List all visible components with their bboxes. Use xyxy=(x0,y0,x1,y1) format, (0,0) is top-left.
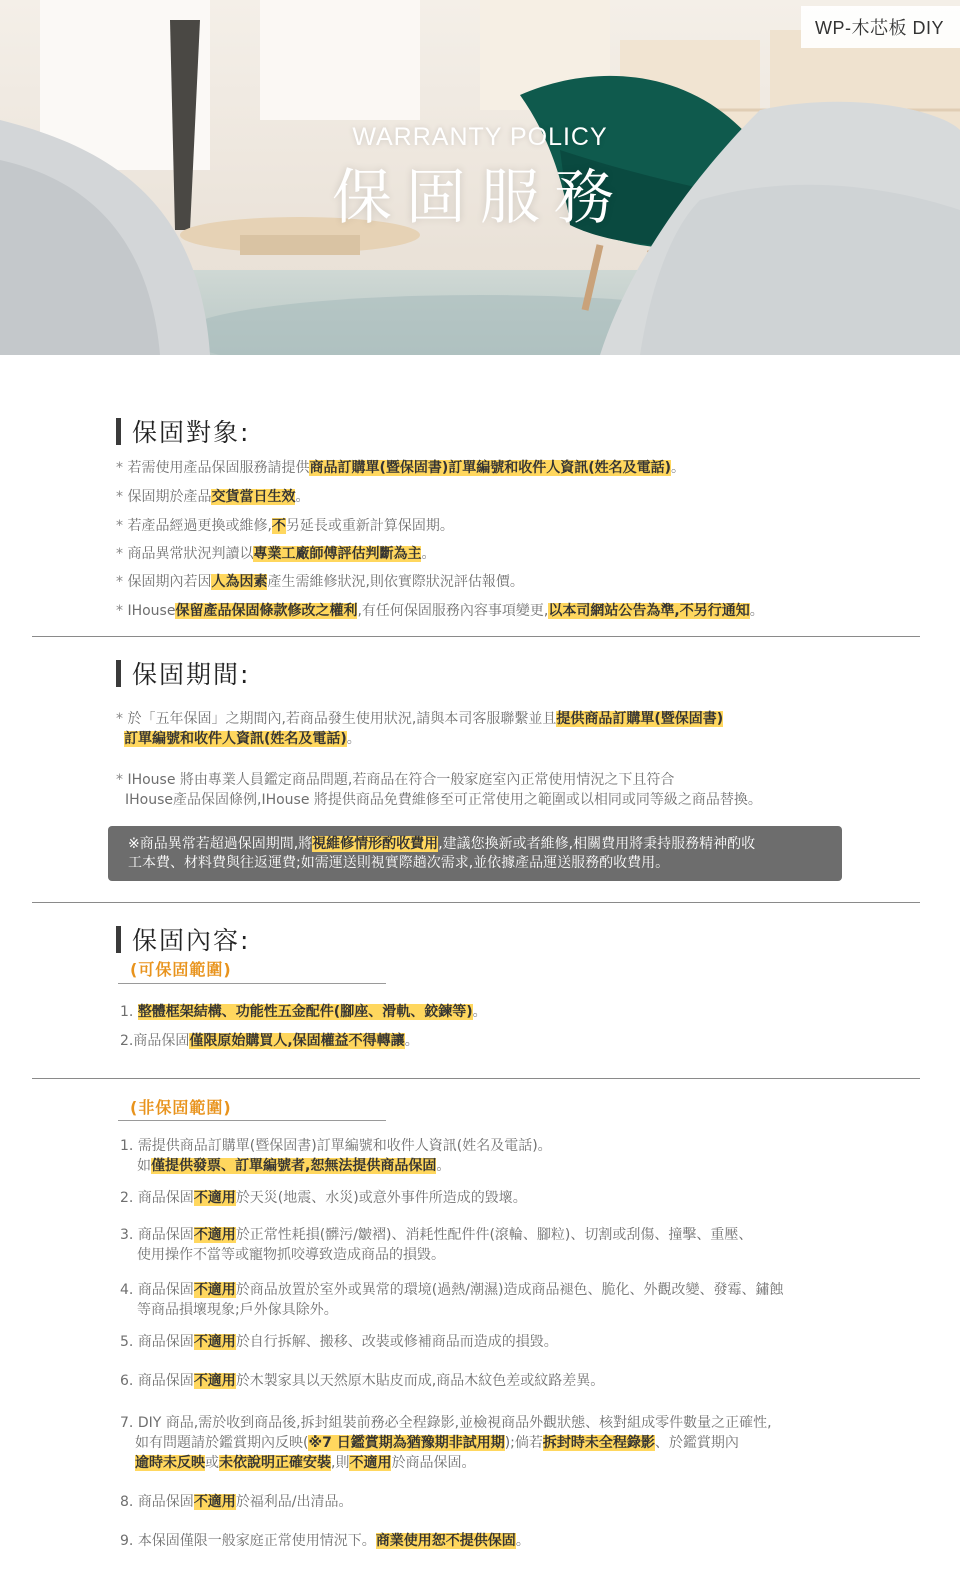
excluded-item-1: 1. 需提供商品訂購單(暨保固書)訂單編號和收件人資訊(姓名及電話)。 xyxy=(120,1138,552,1154)
excluded-item-8: 8. 商品保固不適用於福利品/出清品。 xyxy=(120,1494,353,1510)
section-title-text: 保固內容: xyxy=(132,926,251,955)
excluded-item-5: 5. 商品保固不適用於自行拆解、搬移、改裝或修補商品而造成的損毀。 xyxy=(120,1334,558,1350)
covered-item-1: 1. 整體框架結構、功能性五金配件(腳座、滑軌、鉸鍊等)。 xyxy=(120,1004,487,1020)
period-item-1-cont: 訂單編號和收件人資訊(姓名及電話)。 xyxy=(124,731,361,747)
period-item-1: * 於「五年保固」之期間內,若商品發生使用狀況,請與本司客服聯繫並且提供商品訂購單(暨保固書) xyxy=(116,711,724,727)
excluded-item-9: 9. 本保固僅限一般家庭正常使用情況下。商業使用恕不提供保固。 xyxy=(120,1533,530,1549)
target-item-4: * 商品異常狀況判讀以專業工廠師傅評估判斷為主。 xyxy=(116,546,436,562)
target-item-6: * IHouse保留產品保固條款修改之權利,有任何保固服務內容事項變更,以本司網站公告為準,不另行通知。 xyxy=(116,603,764,619)
section-title-period xyxy=(116,655,250,691)
excluded-item-3-cont: 使用操作不當等或寵物抓咬導致造成商品的損毀。 xyxy=(137,1247,445,1263)
excluded-item-4-cont: 等商品損壞現象;戶外傢具除外。 xyxy=(137,1302,338,1318)
period-item-2: * IHouse 將由專業人員鑑定商品問題,若商品在符合一般家庭室內正常使用情況之下且符合 xyxy=(116,772,675,788)
excluded-item-6: 6. 商品保固不適用於木製家具以天然原木貼皮而成,商品木紋色差或紋路差異。 xyxy=(120,1373,605,1389)
target-item-3: * 若產品經過更換或維修,不另延長或重新計算保固期。 xyxy=(116,518,454,534)
excluded-item-7-cont2: 逾時未反映或未依說明正確安裝,則不適用於商品保固。 xyxy=(135,1455,476,1471)
title-bar-marker xyxy=(116,418,121,445)
excluded-item-2: 2. 商品保固不適用於天災(地震、水災)或意外事件所造成的毀壞。 xyxy=(120,1190,527,1206)
excluded-scope-title: (非保固範圍) xyxy=(130,1098,232,1117)
target-item-2: * 保固期於產品交貨當日生效。 xyxy=(116,489,310,505)
covered-item-2: 2.商品保固僅限原始購買人,保固權益不得轉讓。 xyxy=(120,1033,419,1049)
section-divider xyxy=(32,902,920,903)
excluded-item-3: 3. 商品保固不適用於正常性耗損(髒污/皺褶)、消耗性配件件(滾輪、腳粒)、切割或刮傷、撞擊、重壓、 xyxy=(120,1227,753,1243)
section-title-text: 保固期間: xyxy=(132,660,251,689)
subtitle-underline xyxy=(118,983,386,984)
hero-title-en: WARRANTY POLICY xyxy=(352,123,608,151)
target-item-5: * 保固期內若因人為因素產生需維修狀況,則依實際狀況評估報價。 xyxy=(116,574,524,590)
hero-banner xyxy=(0,0,960,355)
section-title-text: 保固對象: xyxy=(132,418,251,447)
product-code-label: WP-木芯板 DIY xyxy=(801,6,960,48)
hero-title-zh: 保固服務 xyxy=(332,163,628,233)
period-item-2-cont: IHouse產品保固條例,IHouse 將提供商品免費維修至可正常使用之範圍或以相同或同等級之商品替換。 xyxy=(125,792,762,808)
excluded-item-7: 7. DIY 商品,需於收到商品後,拆封組裝前務必全程錄影,並檢視商品外觀狀態、核對組成零件數量之正確性, xyxy=(120,1415,772,1431)
excluded-item-4: 4. 商品保固不適用於商品放置於室外或異常的環境(過熱/潮濕)造成商品褪色、脆化、外觀改變、發霉、鏽蝕 xyxy=(120,1282,784,1298)
excluded-item-7-cont: 如有問題請於鑑賞期內反映(※7 日鑑賞期為猶豫期非試用期);倘若拆封時未全程錄影、於鑑賞期內 xyxy=(135,1435,739,1451)
section-title-content xyxy=(116,921,250,957)
target-item-1: * 若需使用產品保固服務請提供商品訂購單(暨保固書)訂單編號和收件人資訊(姓名及電話)。 xyxy=(116,460,686,476)
notice-box: ※商品異常若超過保固期間,將視維修情形酌收費用,建議您換新或者維修,相關費用將秉持服務精神酌收 工本費、材料費與往返運費;如需運送則視實際趟次需求,並依據產品運送服務酌收費用。 xyxy=(108,826,842,881)
section-divider xyxy=(32,636,920,637)
section-divider xyxy=(32,1078,920,1079)
title-bar-marker xyxy=(116,660,121,687)
subtitle-underline xyxy=(118,1120,386,1121)
section-title-target xyxy=(116,413,250,449)
title-bar-marker xyxy=(116,926,121,953)
excluded-item-1-cont: 如僅提供發票、訂單編號者,恕無法提供商品保固。 xyxy=(137,1158,451,1174)
covered-scope-title: (可保固範圍) xyxy=(130,960,232,979)
